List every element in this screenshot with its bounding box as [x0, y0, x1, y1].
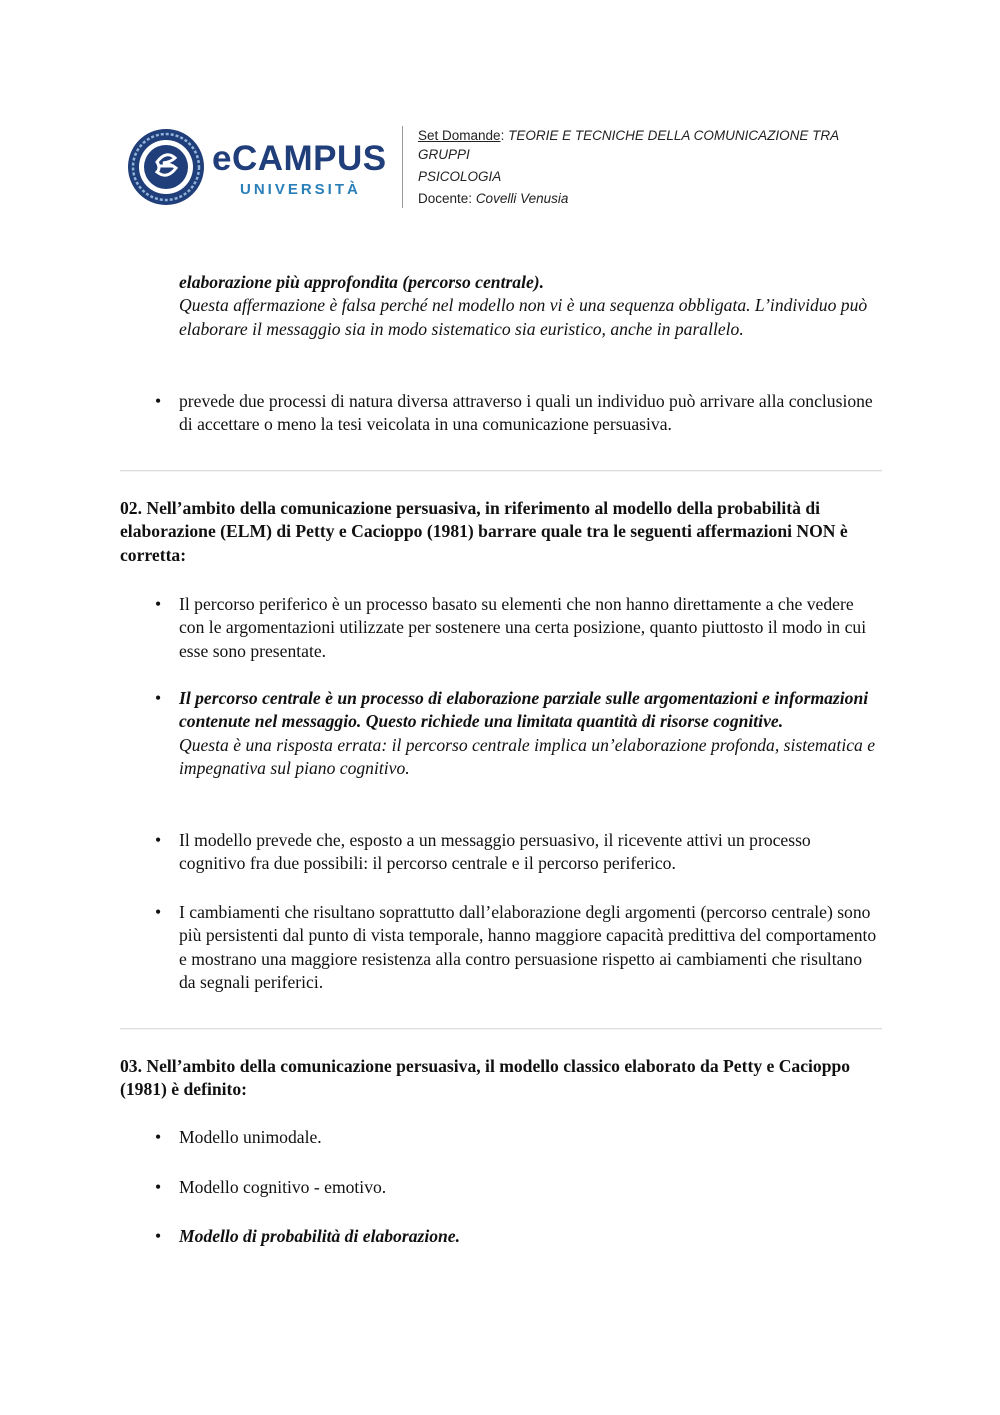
teacher-row	[418, 189, 888, 208]
q02-option-3: Il modello prevede che, esposto a un messaggio persuasivo, il ricevente attivi un processo cognitivo fra due possibili: il percorso centrale e il percorso periferico.	[179, 830, 811, 874]
set-label: Set Domande	[418, 128, 501, 143]
bullet: •	[155, 902, 162, 922]
prev-answer-correct	[179, 271, 879, 341]
q03-option-2: Modello cognitivo - emotivo.	[179, 1177, 387, 1197]
bullet: •	[155, 594, 162, 614]
bullet: •	[155, 391, 162, 411]
brand-name: eCAMPUS	[212, 139, 387, 178]
bullet: •	[155, 1127, 162, 1147]
q02-option-2-text: Il percorso centrale è un processo di elaborazione parziale sulle argomentazioni e informazioni contenute nel messaggio. Questo richiede una limitata quantità di risorse cognitive.	[179, 688, 869, 732]
bullet: •	[155, 1177, 162, 1197]
prev-option-last: prevede due processi di natura diversa attraverso i quali un individuo può arrivare alla conclusione di accettare o meno la tesi veicolata in una comunicazione persuasiva.	[179, 391, 873, 435]
bullet: •	[155, 830, 162, 850]
q02-option-4: I cambiamenti che risultano soprattutto dall’elaborazione degli argomenti (percorso centrale) sono più persistenti dal punto di vista temporale, hanno maggiore capacità predittiva del comportamento e mostrano una maggiore resistenza alla contro persuasione rispetto ai cambiamenti che risultano da segnali periferici.	[179, 902, 877, 993]
q03-option-3-correct: Modello di probabilità di elaborazione.	[179, 1226, 461, 1246]
q02-correct-note: Questa è una risposta errata: il percorso centrale implica un’elaborazione profonda, sistematica e impegnativa sul piano cognitivo.	[179, 734, 876, 779]
question-03: 03. Nell’ambito della comunicazione persuasiva, il modello classico elaborato da Petty e Cacioppo (1981) è definito:	[120, 1056, 851, 1100]
bullet: •	[155, 1226, 162, 1246]
q02-option-1: Il percorso periferico è un processo basato su elementi che non hanno direttamente a che vedere con le argomentazioni utilizzate per sostenere una certa posizione, quanto piuttosto il modo in cui esse sono presentate.	[179, 594, 867, 661]
teacher-label: Docente:	[418, 191, 473, 206]
header-meta	[418, 126, 888, 208]
header-divider	[402, 126, 403, 208]
set-row: Set Domande: TEORIE E TECNICHE DELLA COMUNICAZIONE TRA GRUPPI	[418, 128, 839, 162]
set-title: TEORIE E TECNICHE DELLA COMUNICAZIONE TRA GRUPPI	[418, 128, 839, 162]
faculty: PSICOLOGIA	[418, 169, 502, 184]
question-separator	[120, 470, 882, 471]
bullet: •	[155, 688, 162, 708]
ecampus-seal-icon	[127, 128, 205, 206]
q02-option-2-correct	[179, 687, 879, 781]
brand-subtitle: UNIVERSITÀ	[240, 181, 361, 198]
teacher-name: Covelli Venusia	[475, 191, 569, 206]
prev-answer-text: elaborazione più approfondita (percorso centrale).	[179, 272, 545, 292]
q03-option-1: Modello unimodale.	[179, 1127, 322, 1147]
page-header	[0, 0, 1000, 240]
question-separator	[120, 1028, 882, 1029]
question-02: 02. Nell’ambito della comunicazione persuasiva, in riferimento al modello della probabilità di elaborazione (ELM) di Petty e Cacioppo (1981) barrare quale tra le seguenti affermazioni NON è corretta:	[120, 498, 848, 565]
prev-answer-note: Questa affermazione è falsa perché nel modello non vi è una sequenza obbligata. L’individuo può elaborare il messaggio sia in modo sistematico sia euristico, anche in parallelo.	[179, 295, 868, 339]
